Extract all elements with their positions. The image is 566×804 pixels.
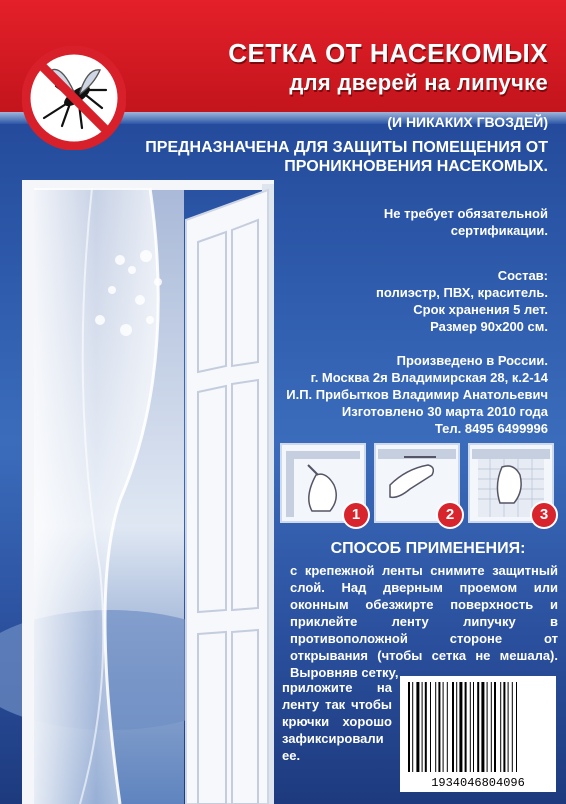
barcode-bar [470, 682, 471, 772]
manufacturer-address: г. Москва 2я Владимирская 28, к.2-14 [310, 370, 548, 385]
barcode-bar [500, 682, 501, 772]
barcode-bar [422, 682, 423, 772]
origin-country: Произведено в России. [396, 353, 548, 368]
product-subtitle: для дверей на липучке [289, 70, 548, 95]
no-nails-note: (И НИКАКИХ ГВОЗДЕЙ) [387, 114, 548, 130]
barcode-bar [438, 682, 440, 772]
barcode-bar [503, 682, 505, 772]
product-size: Размер 90х200 см. [430, 319, 548, 334]
barcode [400, 676, 556, 792]
usage-title: СПОСОБ ПРИМЕНЕНИЯ: [330, 540, 526, 557]
barcode-bar [412, 682, 413, 772]
installation-steps [280, 443, 556, 525]
step-number: 2 [436, 501, 464, 529]
barcode-bar [465, 682, 467, 772]
manufacturer-phone: Тел. 8495 6499996 [434, 421, 548, 436]
barcode-number: 1934046804096 [431, 776, 525, 790]
manufacturer-name: И.П. Прибытков Владимир Анатольевич [286, 387, 548, 402]
barcode-bar [494, 682, 496, 772]
no-mosquito-icon [22, 46, 126, 150]
barcode-bar [447, 682, 448, 772]
door-mesh-illustration [0, 170, 300, 804]
barcode-bar [425, 682, 427, 772]
barcode-bar [477, 682, 479, 772]
step-card [374, 443, 460, 523]
composition-materials: полиэстр, ПВХ, краситель. [376, 285, 548, 300]
barcode-bar [487, 682, 488, 772]
barcode-bar [512, 682, 513, 772]
usage-instructions: с крепежной ленты снимите защитный слой. Над дверным проемом или оконным обезжирте поверхность и приклейте ленту липучку в противоположной стороне от открывания (чтобы сетка не мешала). Выровняв сетку, [290, 563, 558, 680]
barcode-bar [456, 682, 457, 772]
barcode-bar [435, 682, 436, 772]
composition-info [376, 267, 548, 335]
composition-label: Состав: [497, 268, 548, 283]
step-number: 3 [530, 501, 558, 529]
barcode-bar [459, 682, 462, 772]
barcode-bar [452, 682, 454, 772]
product-title: СЕТКА ОТ НАСЕКОМЫХ [228, 38, 548, 68]
certification-line: Не требует обязательной [383, 206, 548, 221]
usage-instructions-continued: приложите на ленту так чтобы крючки хорошо зафиксировали ее. [282, 680, 392, 763]
barcode-bar [473, 682, 474, 772]
barcode-bar [408, 682, 410, 772]
barcode-bar [491, 682, 492, 772]
barcode-bar [508, 682, 509, 772]
barcode-bar [430, 682, 431, 772]
barcode-bar [481, 682, 484, 772]
certification-line: сертификации. [450, 223, 548, 238]
manufacturer-info [286, 352, 548, 437]
manufacture-date: Изготовлено 30 марта 2010 года [341, 404, 548, 419]
certification-info [384, 205, 548, 239]
barcode-bar [416, 682, 419, 772]
purpose-text: ПРЕДНАЗНАЧЕНА ДЛЯ ЗАЩИТЫ ПОМЕЩЕНИЯ ОТ ПРОНИКНОВЕНИЯ НАСЕКОМЫХ. [145, 139, 548, 175]
barcode-bar [516, 682, 517, 772]
step-card [468, 443, 554, 523]
step-number: 1 [342, 501, 370, 529]
step-card [280, 443, 366, 523]
barcode-bar [443, 682, 444, 772]
shelf-life: Срок хранения 5 лет. [413, 302, 548, 317]
